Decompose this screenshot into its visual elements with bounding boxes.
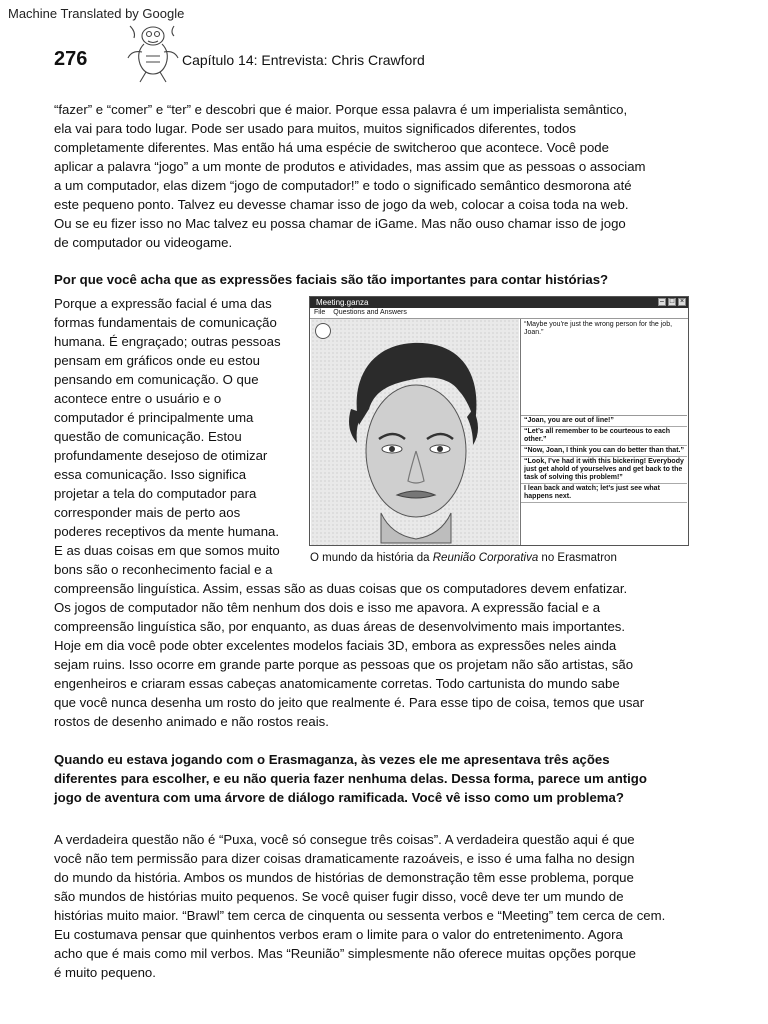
question-heading: Por que você acha que as expressões faciais são tão importantes para contar histórias?	[54, 272, 609, 287]
text-line: jogo de aventura com uma árvore de diálogo ramificada. Você vê isso como um problema?	[54, 790, 624, 805]
text-line: essa comunicação. Isso significa	[54, 467, 247, 482]
text-line: A verdadeira questão não é “Puxa, você só consegue três coisas”. A verdadeira questão aqui é que	[54, 832, 635, 847]
dialogue-option: “Let’s all remember to be courteous to each other.”	[521, 427, 687, 446]
intro-paragraph	[54, 100, 646, 252]
minimize-icon: –	[658, 298, 666, 306]
window-title: Meeting.ganza	[316, 298, 369, 307]
text-line: acontece entre o usuário e o	[54, 391, 222, 406]
text-line: pensam em gráficos onde eu estou	[54, 353, 260, 368]
character-face-illustration	[341, 339, 491, 544]
text-line: é muito pequeno.	[54, 965, 156, 980]
dialogue-panel	[520, 319, 687, 545]
erasmatron-screenshot-figure	[309, 296, 689, 546]
text-line: poderes receptivos da mente humana.	[54, 524, 280, 539]
window-titlebar	[310, 297, 688, 308]
maximize-icon: □	[669, 298, 675, 305]
text-line: corresponder mais de perto aos	[54, 505, 241, 520]
text-line: histórias muito maior. “Brawl” tem cerca de cinquenta ou sessenta verbos e “Meeting” tem cerca de cem.	[54, 908, 666, 923]
clock-icon	[315, 323, 331, 339]
text-line: computador é principalmente uma	[54, 410, 254, 425]
text-line: Porque a expressão facial é uma das	[54, 296, 272, 311]
text-line: você não tem permissão para dizer coisas dramaticamente razoáveis, e isso é uma falha no design	[54, 851, 635, 866]
text-line: rostos de desenho animado e não rostos reais.	[54, 714, 329, 729]
page-number: 276	[54, 48, 88, 70]
window-menubar	[310, 308, 688, 319]
text-line: completamente diferentes. Mas então há uma espécie de switcheroo que acontece. Você pode	[54, 140, 609, 155]
question-heading-2	[54, 750, 647, 807]
text-line: diferentes para escolher, e eu não queria fazer nenhuma delas. Dessa forma, parece um antigo	[54, 771, 647, 786]
text-line: Os jogos de computador não têm nenhum dos dois e isso me apavora. A expressão facial e a	[54, 600, 601, 615]
text-line: Eu costumava pensar que quinhentos verbos eram o limite para o valor do entretenimento. Agora	[54, 927, 623, 942]
window-controls	[658, 298, 686, 306]
text-line: sejam ruins. Isso ocorre em grande parte porque as pessoas que os projetam não são artistas, são	[54, 657, 634, 672]
text-line: bons são o reconhecimento facial e a	[54, 562, 273, 577]
text-line: pensando em comunicação. O que	[54, 372, 259, 387]
text-line: projetar a tela do computador para	[54, 486, 257, 501]
dialogue-option: I lean back and watch; let’s just see what happens next.	[521, 484, 687, 503]
machine-translation-banner: Machine Translated by Google	[8, 6, 185, 21]
chapter-title: Capítulo 14: Entrevista: Chris Crawford	[182, 52, 425, 68]
text-line: este pequeno ponto. Talvez eu devesse chamar isso de jogo da web, colocar a coisa toda na web.	[54, 197, 629, 212]
text-line: compreensão linguística são, por enquanto, as duas áreas de desenvolvimento mais importantes.	[54, 619, 626, 634]
answer-paragraph-2	[54, 830, 665, 982]
text-line: “fazer” e “comer” e “ter” e descobri que é maior. Porque essa palavra é um imperialista semântico,	[54, 102, 628, 117]
text-line: do mundo da história. Ambos os mundos de histórias de demonstração têm esse problema, porque	[54, 870, 634, 885]
text-line: engenheiros e criaram essas cabeças anatomicamente corretas. Todo cartunista do mundo sabe	[54, 676, 620, 691]
text-line: de computador ou videogame.	[54, 235, 233, 250]
text-line: Ou se eu fizer isso no Mac talvez eu possa chamar de iGame. Mas não ouso chamar isso de jogo	[54, 216, 626, 231]
mascot-logo-icon	[124, 22, 182, 84]
text-line: ela vai para todo lugar. Pode ser usado para muitos, muitos significados diferentes, todos	[54, 121, 576, 136]
dialogue-option: “Look, I’ve had it with this bickering! Everybody just get ahold of yourselves and get back to the task of solving this problem!”	[521, 457, 687, 484]
dialogue-option: “Joan, you are out of line!”	[521, 416, 687, 427]
text-line: acho que é mais como mil verbos. Mas “Reunião” simplesmente não oferece muitas opções porque	[54, 946, 637, 961]
dialogue-text: “Maybe you're just the wrong person for the job, Joan.”	[521, 319, 687, 416]
answer-wide-column	[54, 579, 644, 731]
close-icon: ×	[679, 298, 685, 305]
answer-narrow-column	[54, 294, 281, 579]
text-line: humana. É engraçado; outras pessoas	[54, 334, 281, 349]
text-line: que você nunca desenha um rosto do jeito que realmente é. Para esse tipo de coisa, temos que usar	[54, 695, 645, 710]
dialogue-option: “Now, Joan, I think you can do better than that.”	[521, 446, 687, 457]
page-header	[52, 44, 732, 84]
text-line: Quando eu estava jogando com o Erasmaganza, às vezes ele me apresentava três ações	[54, 752, 610, 767]
text-line: são mundos de histórias muito pequenos. Se você quiser fugir disso, você deve ter um mundo de	[54, 889, 624, 904]
text-line: aplicar a palavra “jogo” a um monte de produtos e atividades, mas assim que as pessoas o associam	[54, 159, 646, 174]
menu-file: File	[314, 309, 326, 316]
figure-caption: O mundo da história da Reunião Corporativa no Erasmatron	[310, 552, 617, 564]
character-scene	[311, 319, 519, 545]
menu-questions: Questions and Answers	[333, 309, 407, 316]
text-line: profundamente desejoso de otimizar	[54, 448, 268, 463]
text-line: compreensão linguística. Assim, essas são as duas coisas que os computadores devem enfatizar.	[54, 581, 628, 596]
text-line: E as duas coisas em que somos muito	[54, 543, 280, 558]
text-line: formas fundamentais de comunicação	[54, 315, 277, 330]
text-line: a um computador, elas dizem “jogo de computador!” e todo o significado semântico desmorona até	[54, 178, 632, 193]
text-line: questão de comunicação. Estou	[54, 429, 242, 444]
text-line: Hoje em dia você pode obter excelentes modelos faciais 3D, embora as expressões neles ainda	[54, 638, 617, 653]
